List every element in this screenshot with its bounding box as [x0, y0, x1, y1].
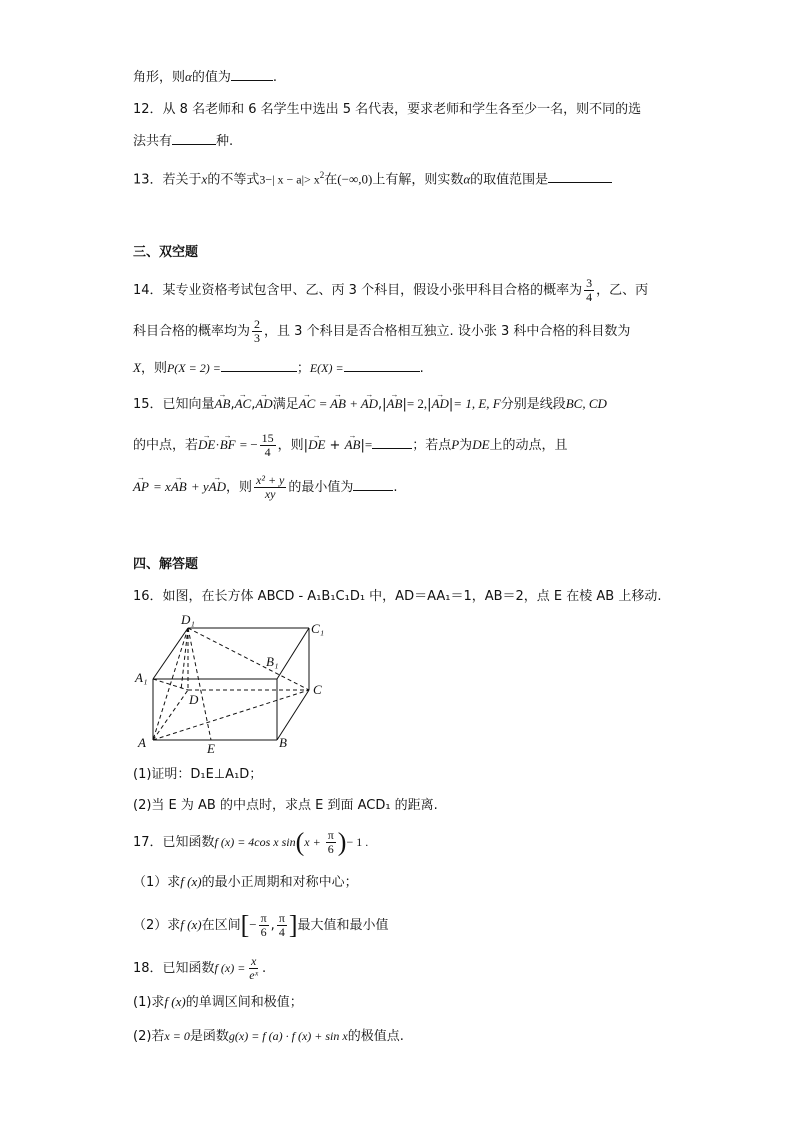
label-B1: B₁: [266, 654, 279, 669]
q12-line1: 12．从 8 名老师和 6 名学生中选出 5 名代表，要求老师和学生各至少一名，则不同的选: [133, 102, 642, 117]
q16-part2: (2)当 E 为 AB 的中点时，求点 E 到面 ACD₁ 的距离.: [133, 798, 438, 813]
q18-part2: (2)若x = 0是函数g(x) = f (a) · f (x) + sin x的极值点.: [133, 1029, 404, 1044]
q15-blank-magnitude[interactable]: [372, 435, 412, 449]
q11-tail-line: 角形，则α的值为 .: [133, 69, 277, 85]
cuboid-figure: [133, 612, 333, 757]
q15-line3: → AP = x→ AB + y→ AD，则 $\frac{\text{x² + y}}{xy}$ 的最小值为 .: [133, 472, 398, 503]
q11-answer-blank[interactable]: [231, 67, 273, 81]
label-C: C: [313, 682, 322, 697]
edge-AD-hidden: [153, 690, 188, 740]
q15-fraction-15-4: $\frac{15}{4}$: [261, 431, 274, 459]
q17-stem: 17．已知函数f (x) = 4cos x sin(x + $\frac{\pi}{6}$ )− 1 .: [133, 827, 369, 857]
q16-stem: 16．如图，在长方体 ABCD - A₁B₁C₁D₁ 中，AD＝AA₁＝1，AB＝2，点 E 在棱 AB 上移动.: [133, 589, 662, 604]
q17-part1: （1）求f (x)的最小正周期和对称中心；: [133, 874, 358, 890]
q15-line2: 的中点，若→ DE·→ BF = − $\frac{15}{4}$ ，则|→ DE + → AB|= ；若点P为DE上的动点，且: [133, 430, 568, 461]
q17-fraction-pi-6: $\frac{\pi}{6}$: [327, 828, 334, 856]
section-3-title: 三、双空题: [133, 245, 199, 260]
q14-fraction-2-3: $\frac{2}{3}$: [254, 317, 261, 345]
edge-B1C1: [277, 628, 309, 679]
q14-line2: 科目合格的概率均为 $\frac{2}{3}$ ，且 3 个科目是否合格相互独立. 设小张 3 科中合格的科目数为: [133, 317, 631, 345]
q13-answer-blank[interactable]: [548, 169, 612, 183]
label-B: B: [279, 735, 287, 750]
diag-AD1: [153, 628, 188, 740]
label-E: E: [207, 741, 215, 756]
q14-blank-probability[interactable]: [221, 358, 297, 372]
q15-fraction-expression: $\frac{\text{x² + y}}{xy}$: [256, 473, 285, 501]
q12-answer-blank[interactable]: [172, 131, 216, 145]
line-D1E: [188, 628, 211, 740]
q15-line1: 15．已知向量→ AB,→ AC,→ AD满足→ AC = → AB + → AD,|→ AB|= 2,|→ AD|= 1, E, F分别是线段BC, CD: [133, 395, 607, 414]
label-D1: D₁: [181, 612, 195, 627]
label-A: A: [138, 735, 146, 750]
q13-line: 13．若关于x的不等式3−| $x - a|> x^2$在(−∞,0)上有解，则实数α的取值范围是: [133, 166, 612, 189]
section-4-title: 四、解答题: [133, 557, 199, 572]
q15-blank-minimum[interactable]: [353, 477, 393, 491]
q14-fraction-3-4: $\frac{3}{4}$: [586, 276, 593, 304]
diag-AC: [153, 690, 309, 740]
q14-line3: X，则P(X = 2) = ；E(X) = .: [133, 360, 424, 376]
label-C1: C₁: [311, 621, 325, 636]
q17-part2: （2）求f (x)在区间[− $\frac{\pi}{6}$ , $\frac{\pi}{4}$ ]最大值和最小值: [133, 910, 389, 940]
diag-D1C: [188, 628, 309, 690]
q17-fraction-neg-pi-6: $\frac{\pi}{6}$: [260, 911, 267, 939]
label-D: D: [189, 692, 199, 707]
edge-BC: [277, 690, 309, 740]
q16-part1: (1)证明：D₁E⊥A₁D；: [133, 767, 263, 782]
q14-blank-expectation[interactable]: [344, 358, 420, 372]
q14-line1: 14．某专业资格考试包含甲、乙、丙 3 个科目，假设小张甲科目合格的概率为 $\frac{3}{4}$ ，乙、丙: [133, 276, 649, 304]
q18-stem: 18．已知函数f (x) = $\frac{x}{\text{eˣ}}$ .: [133, 954, 267, 982]
q17-fraction-pi-4: $\frac{\pi}{4}$: [278, 911, 285, 939]
q18-fraction-x-over-ex: $\frac{x}{\text{eˣ}}$: [249, 954, 259, 982]
q12-line2: 法共有 种.: [133, 131, 233, 151]
label-A1: A₁: [135, 670, 148, 685]
q18-part1: (1)求f (x)的单调区间和极值；: [133, 994, 303, 1010]
